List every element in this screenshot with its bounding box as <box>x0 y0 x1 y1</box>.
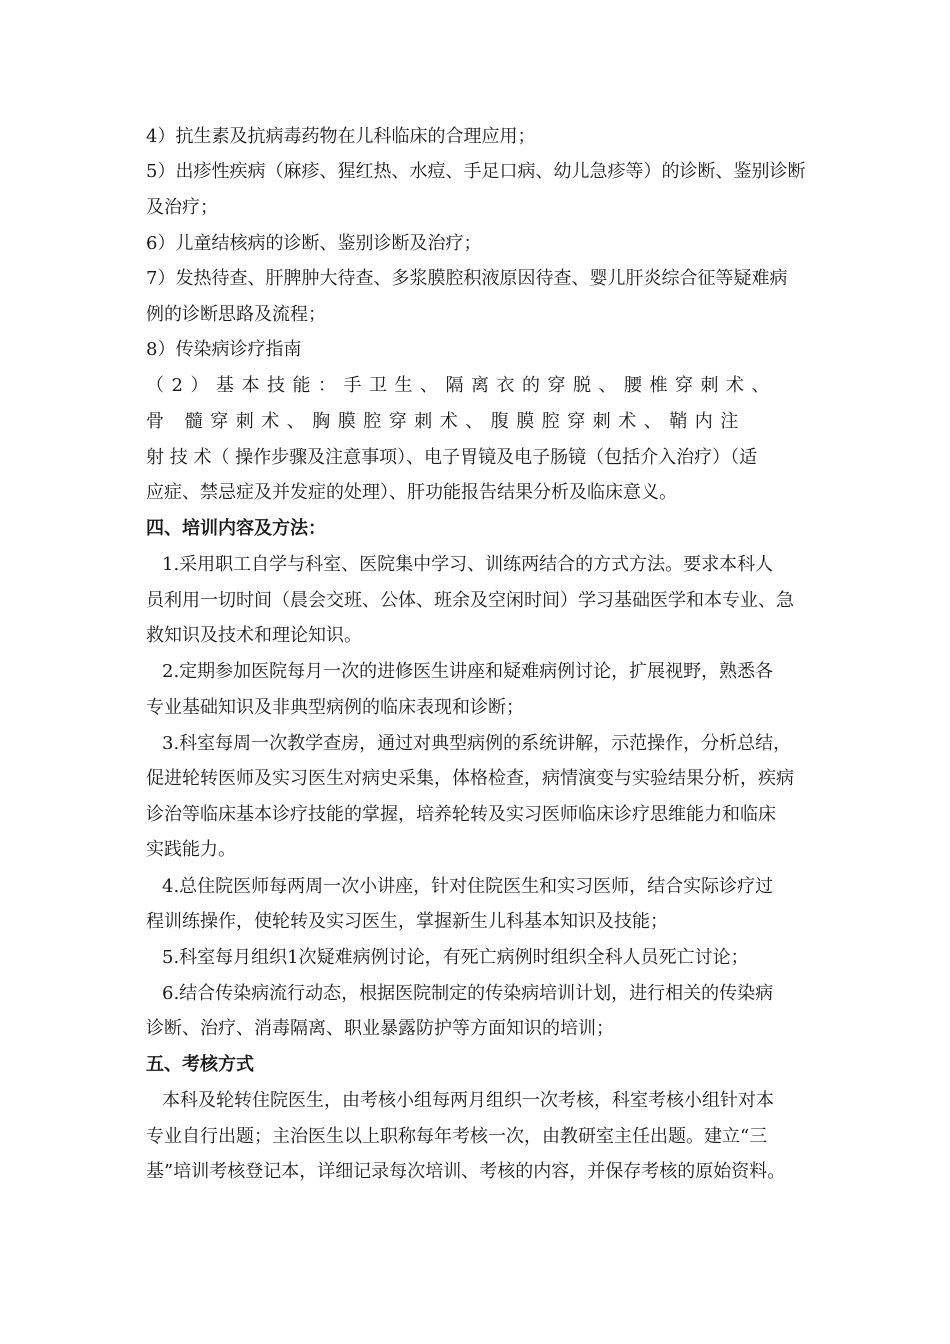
text-line: 6.结合传染病流行动态，根据医院制定的传染病培训计划，进行相关的传染病 <box>162 983 774 1004</box>
text-line: 7）发热待查、肝脾肿大待查、多浆膜腔积液原因待查、婴儿肝炎综合征等疑难病 <box>146 268 788 289</box>
text-line: 2.定期参加医院每月一次的进修医生讲座和疑难病例讨论，扩展视野，熟悉各 <box>162 661 774 682</box>
text-line: 及治疗； <box>146 197 218 218</box>
text-line: 4.总住院医师每两周一次小讲座，针对住院医生和实习医师，结合实际诊疗过 <box>162 876 774 897</box>
text-line: 5）出疹性疾病（麻疹、猩红热、水痘、手足口病、幼儿急疹等）的诊断、鉴别诊断 <box>146 161 806 182</box>
text-line: 员利用一切时间（晨会交班、公体、班余及空闲时间）学习基础医学和本专业、急 <box>146 590 794 611</box>
text-line: 6）儿童结核病的诊断、鉴别诊断及治疗； <box>146 233 482 254</box>
text-line: 程训练操作，使轮转及实习医生，掌握新生儿科基本知识及技能； <box>146 911 668 932</box>
text-line: 救知识及技术和理论知识。 <box>146 625 362 646</box>
text-line: 应症、禁忌症及并发症的处理）、肝功能报告结果分析及临床意义。 <box>146 482 677 503</box>
section-heading: 四、培训内容及方法： <box>146 518 326 539</box>
text-line: 本科及轮转住院医生，由考核小组每两月组织一次考核，科室考核小组针对本 <box>162 1090 774 1111</box>
text-line: 实践能力。 <box>146 839 236 860</box>
text-line: 专业基础知识及非典型病例的临床表现和诊断； <box>146 697 524 718</box>
text-line: （2）基本技能：手卫生、隔离衣的穿脱、腰椎穿刺术、 <box>146 375 777 396</box>
text-line: 例的诊断思路及流程； <box>146 304 326 325</box>
text-line: 基”培训考核登记本，详细记录每次培训、考核的内容，并保存考核的原始资料。 <box>146 1161 786 1182</box>
text-line: 诊治等临床基本诊疗技能的掌握，培养轮转及实习医师临床诊疗思维能力和临床 <box>146 804 776 825</box>
text-line: 1.采用职工自学与科室、医院集中学习、训练两结合的方式方法。要求本科人 <box>162 554 774 575</box>
text-line: 3.科室每周一次教学查房，通过对典型病例的系统讲解，示范操作，分析总结， <box>162 733 792 754</box>
text-line: 专业自行出题；主治医生以上职称每年考核一次，由教研室主任出题。建立“三 <box>146 1126 768 1147</box>
text-line: 促进轮转医师及实习医生对病史采集，体格检查，病情演变与实验结果分析，疾病 <box>146 768 794 789</box>
text-line: 4）抗生素及抗病毒药物在儿科临床的合理应用； <box>146 126 536 147</box>
section-heading: 五、考核方式 <box>146 1054 254 1075</box>
text-line: 诊断、治疗、消毒隔离、职业暴露防护等方面知识的培训； <box>146 1018 614 1039</box>
text-line: 骨 髓穿刺术、胸膜腔穿刺术、腹膜腔穿刺术、鞘内注 <box>146 411 746 432</box>
text-line: 5.科室每月组织1次疑难病例讨论，有死亡病例时组织全科人员死亡讨论； <box>162 947 749 968</box>
text-line: 射 技 术（ 操作步骤及注意事项）、电子胃镜及电子肠镜（包括介入治疗）（适 <box>146 447 758 468</box>
text-line: 8）传染病诊疗指南 <box>146 339 302 360</box>
